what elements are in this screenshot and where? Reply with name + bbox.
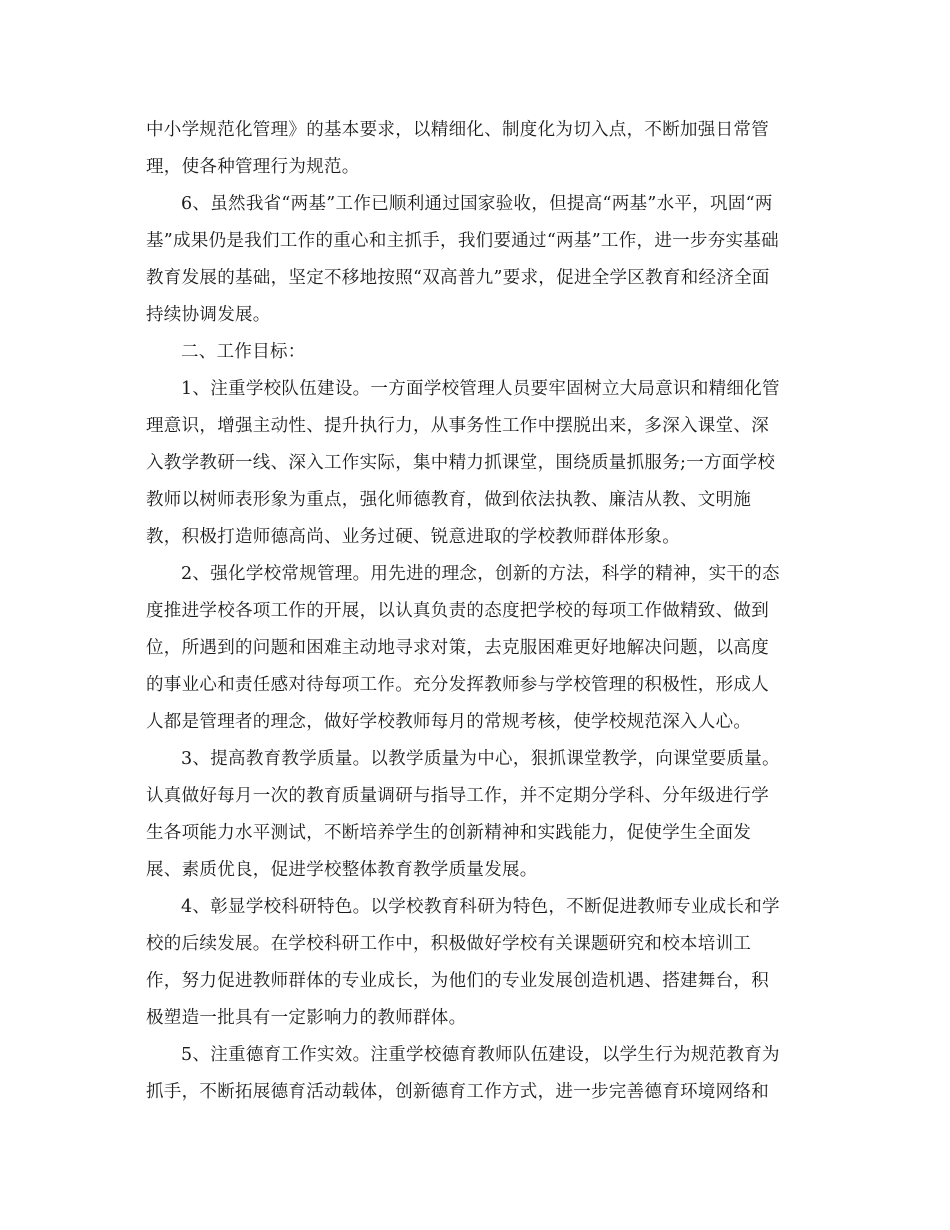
text-line: 的事业心和责任感对待每项工作。充分发挥教师参与学校管理的积极性，形成人	[146, 675, 769, 695]
text-line: 基”成果仍是我们工作的重心和主抓手，我们要通过“两基”工作，进一步夯实基础	[146, 231, 779, 251]
text-line: 3、提高教育教学质量。以教学质量为中心，狠抓课堂教学，向课堂要质量。	[181, 749, 780, 769]
text-line: 教，积极打造师德高尚、业务过硬、锐意进取的学校教师群体形象。	[146, 527, 680, 547]
text-line: 2、强化学校常规管理。用先进的理念，创新的方法，科学的精神，实干的态	[181, 564, 780, 584]
text-line: 抓手，不断拓展德育活动载体，创新德育工作方式，进一步完善德育环境网络和	[146, 1082, 769, 1102]
text-line: 中小学规范化管理》的基本要求，以精细化、制度化为切入点，不断加强日常管	[146, 120, 769, 140]
text-line: 度推进学校各项工作的开展，以认真负责的态度把学校的每项工作做精致、做到	[146, 601, 769, 621]
text-line: 持续协调发展。	[146, 305, 271, 325]
text-line: 二、工作目标：	[181, 342, 306, 362]
text-line: 极塑造一批具有一定影响力的教师群体。	[146, 1008, 467, 1028]
document-body	[146, 112, 806, 1111]
text-line: 教育发展的基础，坚定不移地按照“双高普九”要求，促进全学区教育和经济全面	[146, 268, 770, 288]
text-line: 入教学教研一线、深入工作实际，集中精力抓课堂，围绕质量抓服务;一方面学校	[146, 453, 776, 473]
text-line: 作，努力促进教师群体的专业成长，为他们的专业发展创造机遇、搭建舞台，积	[146, 971, 769, 991]
text-line: 展、素质优良，促进学校整体教育教学质量发展。	[146, 860, 538, 880]
text-line: 6、虽然我省“两基”工作已顺利通过国家验收，但提高“两基”水平，巩固“两	[181, 194, 773, 214]
text-line: 人都是管理者的理念，做好学校教师每月的常规考核，使学校规范深入人心。	[146, 712, 752, 732]
text-line: 校的后续发展。在学校科研工作中，积极做好学校有关课题研究和校本培训工	[146, 934, 752, 954]
text-line: 1、注重学校队伍建设。一方面学校管理人员要牢固树立大局意识和精细化管	[181, 379, 780, 399]
text-line: 教师以树师表形象为重点，强化师德教育，做到依法执教、廉洁从教、文明施	[146, 490, 752, 510]
text-line: 生各项能力水平测试，不断培养学生的创新精神和实践能力，促使学生全面发	[146, 823, 752, 843]
text-line: 理意识，增强主动性、提升执行力，从事务性工作中摆脱出来，多深入课堂、深	[146, 416, 769, 436]
text-line: 认真做好每月一次的教育质量调研与指导工作，并不定期分学科、分年级进行学	[146, 786, 769, 806]
text-line: 位，所遇到的问题和困难主动地寻求对策，去克服困难更好地解决问题，以高度	[146, 638, 769, 658]
text-line: 5、注重德育工作实效。注重学校德育教师队伍建设，以学生行为规范教育为	[181, 1045, 780, 1065]
text-line: 理，使各种管理行为规范。	[146, 157, 360, 177]
text-line: 4、彰显学校科研特色。以学校教育科研为特色，不断促进教师专业成长和学	[181, 897, 780, 917]
